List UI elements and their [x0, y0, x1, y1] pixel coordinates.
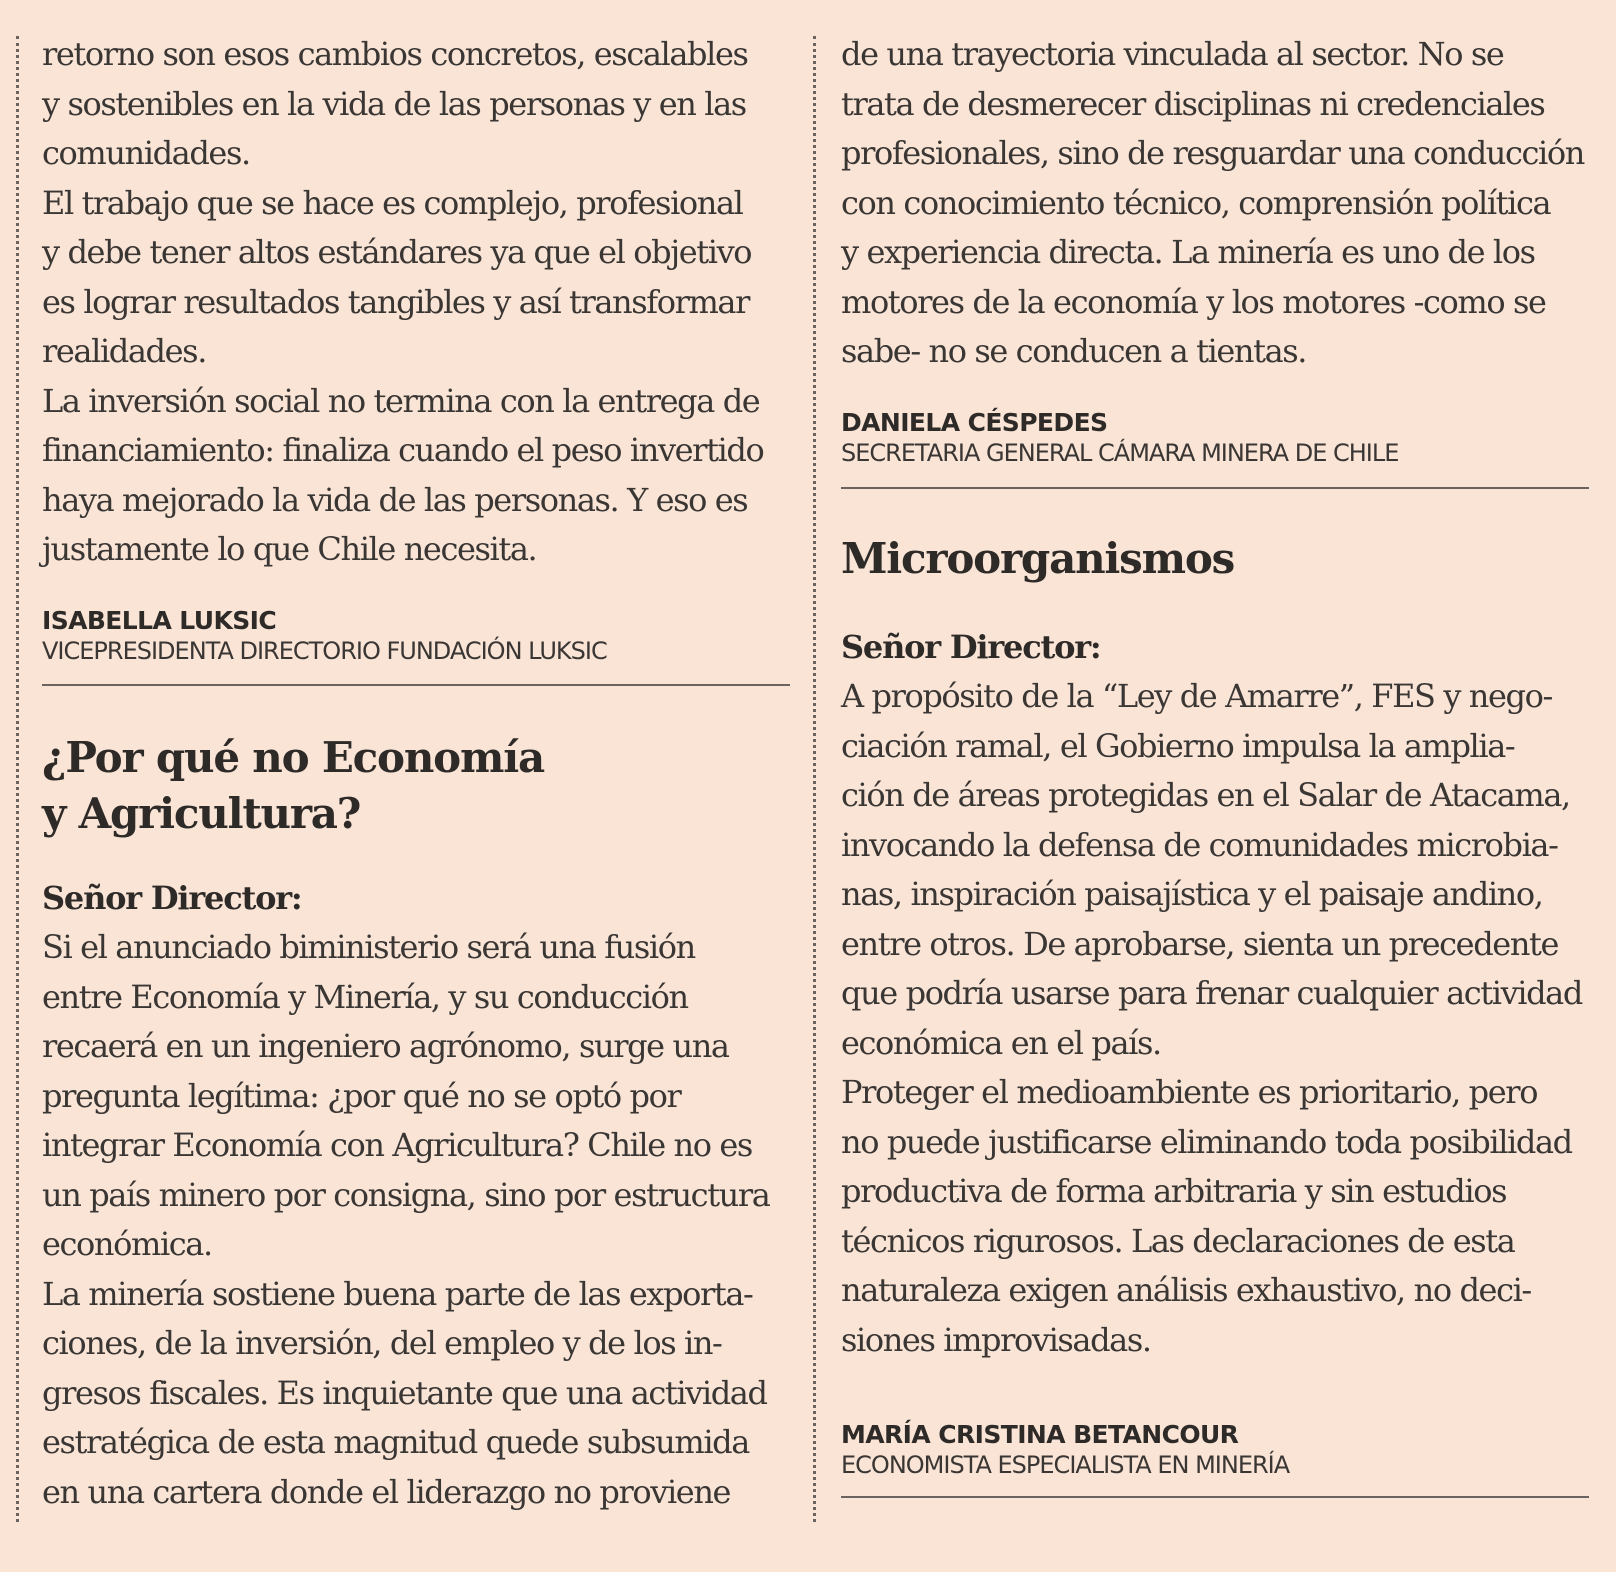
body-line: técnicos rigurosos. Las declaraciones de esta [841, 1221, 1515, 1260]
body-line: entre otros. De aprobarse, sienta un precedente [841, 924, 1559, 963]
salutation: Señor Director: [841, 627, 1101, 666]
body-line: sabe- no se conducen a tientas. [841, 332, 1307, 370]
body-line: y experiencia directa. La minería es uno de los [841, 233, 1535, 271]
author-role: VICEPRESIDENTA DIRECTORIO FUNDACIÓN LUKSIC [42, 636, 607, 665]
letter-title: Microorganismos [841, 533, 1235, 583]
body-line: comunidades. [42, 134, 250, 172]
body-line: naturaleza exigen análisis exhaustivo, no deci- [841, 1271, 1531, 1309]
body-line: estratégica de esta magnitud quede subsumida [42, 1423, 749, 1461]
body-line: gresos fiscales. Es inquietante que una actividad [42, 1373, 767, 1412]
body-line: ciación ramal, el Gobierno impulsa la amplia- [841, 726, 1515, 765]
body-line: económica. [42, 1225, 212, 1263]
body-line: haya mejorado la vida de las personas. Y eso es [42, 480, 748, 519]
title-line: y Agricultura? [42, 788, 361, 838]
body-line: justamente lo que Chile necesita. [42, 530, 537, 568]
letter-cespedes-body [841, 30, 1591, 377]
body-line: integrar Economía con Agricultura? Chile no es [42, 1126, 752, 1164]
body-line: A propósito de la “Ley de Amarre”, FES y nego- [841, 677, 1552, 715]
section-divider [841, 1496, 1589, 1498]
body-line: trata de desmerecer disciplinas ni credenciales [841, 84, 1545, 123]
author-name: DANIELA CÉSPEDES [841, 407, 1108, 437]
body-line: financiamiento: finaliza cuando el peso invertido [42, 431, 764, 469]
body-line: recaerá en un ingeniero agrónomo, surge una [42, 1027, 729, 1065]
center-dotted-column-rule [813, 36, 816, 1522]
title-line: ¿Por qué no Economía [42, 732, 545, 782]
body-line: La minería sostiene buena parte de las exporta- [42, 1274, 753, 1313]
body-line: un país minero por consigna, sino por estructura [42, 1175, 770, 1214]
body-line: siones improvisadas. [841, 1320, 1151, 1359]
body-line: Proteger el medioambiente es prioritario, pero [841, 1073, 1538, 1111]
left-column [42, 30, 797, 1517]
body-line: de una trayectoria vinculada al sector. No se [841, 35, 1504, 73]
body-line: El trabajo que se hace es complejo, profesional [42, 183, 743, 222]
author-name: ISABELLA LUKSIC [42, 605, 277, 635]
body-line: pregunta legítima: ¿por qué no se optó por [42, 1076, 681, 1115]
body-line: entre Economía y Minería, y su conducción [42, 977, 688, 1016]
author-role: SECRETARIA GENERAL CÁMARA MINERA DE CHILE [841, 438, 1399, 467]
letter-microorganismos-body [841, 672, 1591, 1365]
body-line: no puede justificarse eliminando toda posibilidad [841, 1122, 1572, 1161]
body-line: retorno son esos cambios concretos, escalables [42, 35, 748, 73]
body-line: que podría usarse para frenar cualquier actividad [841, 974, 1582, 1012]
body-line: motores de la economía y los motores -como se [841, 282, 1546, 321]
body-line: La inversión social no termina con la entrega de [42, 381, 760, 420]
body-line: ciones, de la inversión, del empleo y de los in- [42, 1324, 722, 1362]
body-line: es lograr resultados tangibles y así transformar [42, 282, 750, 321]
body-line: Si el anunciado biministerio será una fusión [42, 928, 695, 966]
body-line: económica en el país. [841, 1023, 1161, 1062]
letter-title [42, 730, 797, 842]
body-line: ción de áreas protegidas en el Salar de Atacama, [841, 776, 1570, 814]
body-line: nas, inspiración paisajística y el paisaje andino, [841, 875, 1543, 913]
salutation: Señor Director: [42, 878, 302, 917]
body-line: y debe tener altos estándares ya que el objetivo [42, 233, 752, 271]
left-dotted-column-rule [16, 36, 19, 1522]
author-name: MARÍA CRISTINA BETANCOUR [841, 1420, 1239, 1449]
author-role: ECONOMISTA ESPECIALISTA EN MINERÍA [841, 1451, 1290, 1479]
body-line: con conocimiento técnico, comprensión política [841, 183, 1551, 222]
body-line: productiva de forma arbitraria y sin estudios [841, 1172, 1507, 1210]
letter-economia-agricultura-body [42, 923, 797, 1517]
letter-luksic-body [42, 30, 797, 575]
body-line: en una cartera donde el liderazgo no proviene [42, 1472, 731, 1511]
body-line: profesionales, sino de resguardar una conducción [841, 134, 1584, 172]
body-line: realidades. [42, 332, 206, 370]
right-column [841, 30, 1591, 1498]
body-line: y sostenibles en la vida de las personas y en las [42, 84, 746, 123]
body-line: invocando la defensa de comunidades microbia- [841, 825, 1558, 864]
